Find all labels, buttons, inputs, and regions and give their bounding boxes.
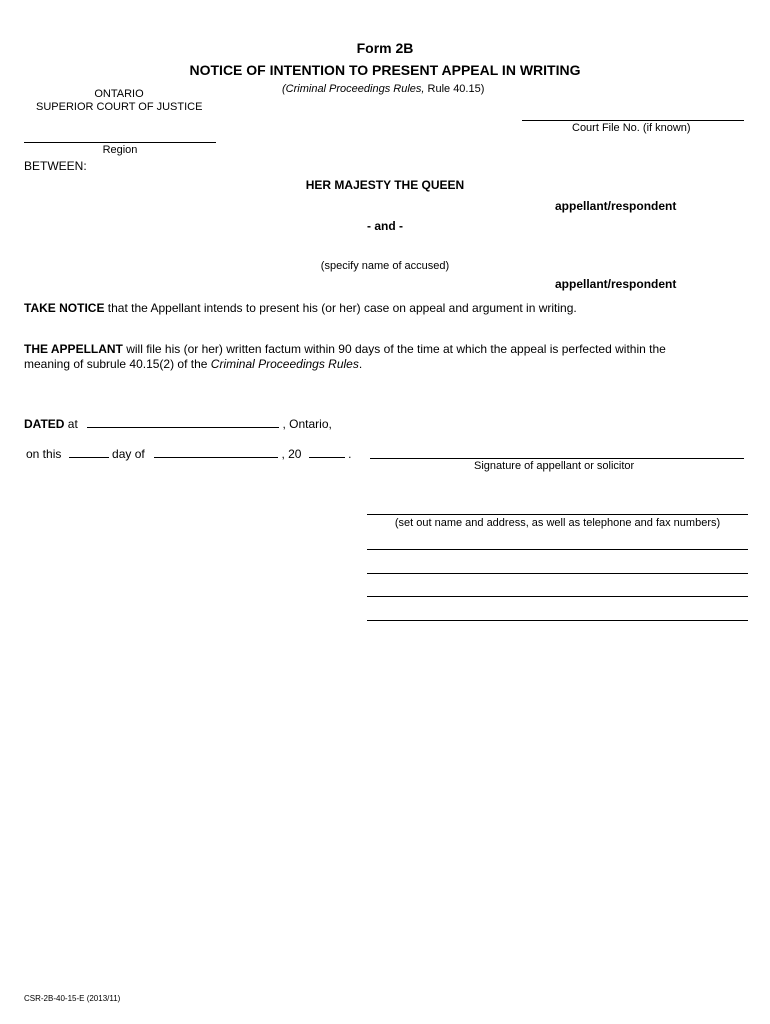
address-line-2[interactable] <box>367 549 748 550</box>
appellant-lead: THE APPELLANT <box>24 342 123 356</box>
region-label: Region <box>102 144 138 156</box>
take-notice-lead: TAKE NOTICE <box>24 301 105 315</box>
appellant-text-2: meaning of subrule 40.15(2) of the <box>24 357 211 371</box>
region-line[interactable] <box>24 142 216 143</box>
address-label: (set out name and address, as well as telephone and fax numbers) <box>394 517 721 529</box>
signature-label: Signature of appellant or solicitor <box>474 460 635 472</box>
address-line-1[interactable] <box>367 514 748 515</box>
dated-row <box>24 417 332 431</box>
party1-name: HER MAJESTY THE QUEEN <box>305 178 465 192</box>
date-row <box>26 447 351 461</box>
month-field[interactable] <box>154 456 278 458</box>
court-file-no-label: Court File No. (if known) <box>572 122 691 134</box>
court-file-no-line[interactable] <box>522 120 744 121</box>
rule-reference <box>282 83 484 95</box>
appellant-text-1: will file his (or her) written factum within 90 days of the time at which the appeal is perfected within the <box>122 342 666 356</box>
dated-place-field[interactable] <box>87 426 279 428</box>
address-line-3[interactable] <box>367 573 748 574</box>
take-notice-text: that the Appellant intends to present his (or her) case on appeal and argument in writing. <box>104 301 577 315</box>
dated-lead: DATED <box>24 417 65 431</box>
dated-ontario: , Ontario, <box>282 417 332 431</box>
party1-role: appellant/respondent <box>555 199 677 213</box>
form-title: NOTICE OF INTENTION TO PRESENT APPEAL IN WRITING <box>189 62 581 78</box>
take-notice-paragraph <box>24 301 754 315</box>
rule-reference-italic: (Criminal Proceedings Rules, <box>282 83 425 95</box>
form-number: Form 2B <box>356 40 414 56</box>
court-province: ONTARIO <box>94 88 144 100</box>
address-line-5[interactable] <box>367 620 748 621</box>
signature-line[interactable] <box>370 458 744 459</box>
appellant-rules-italic: Criminal Proceedings Rules <box>210 357 359 371</box>
dated-at: at <box>64 417 78 431</box>
appellant-text-end: . <box>358 357 363 371</box>
party2-hint: (specify name of accused) <box>320 260 450 272</box>
court-name: SUPERIOR COURT OF JUSTICE <box>36 101 203 113</box>
on-this-label: on this <box>26 447 62 461</box>
day-of-label: day of <box>112 447 145 461</box>
year-field[interactable] <box>309 456 345 458</box>
twenty-label: , 20 <box>281 447 302 461</box>
rule-reference-plain: Rule 40.15) <box>424 83 485 95</box>
appellant-paragraph <box>24 342 754 372</box>
and-label: - and - <box>367 219 403 233</box>
between-label: BETWEEN: <box>24 159 87 173</box>
day-field[interactable] <box>69 456 109 458</box>
date-period: . <box>348 447 352 461</box>
address-line-4[interactable] <box>367 596 748 597</box>
party2-role: appellant/respondent <box>555 277 677 291</box>
footer-form-code: CSR-2B-40-15-E (2013/11) <box>24 994 121 1003</box>
